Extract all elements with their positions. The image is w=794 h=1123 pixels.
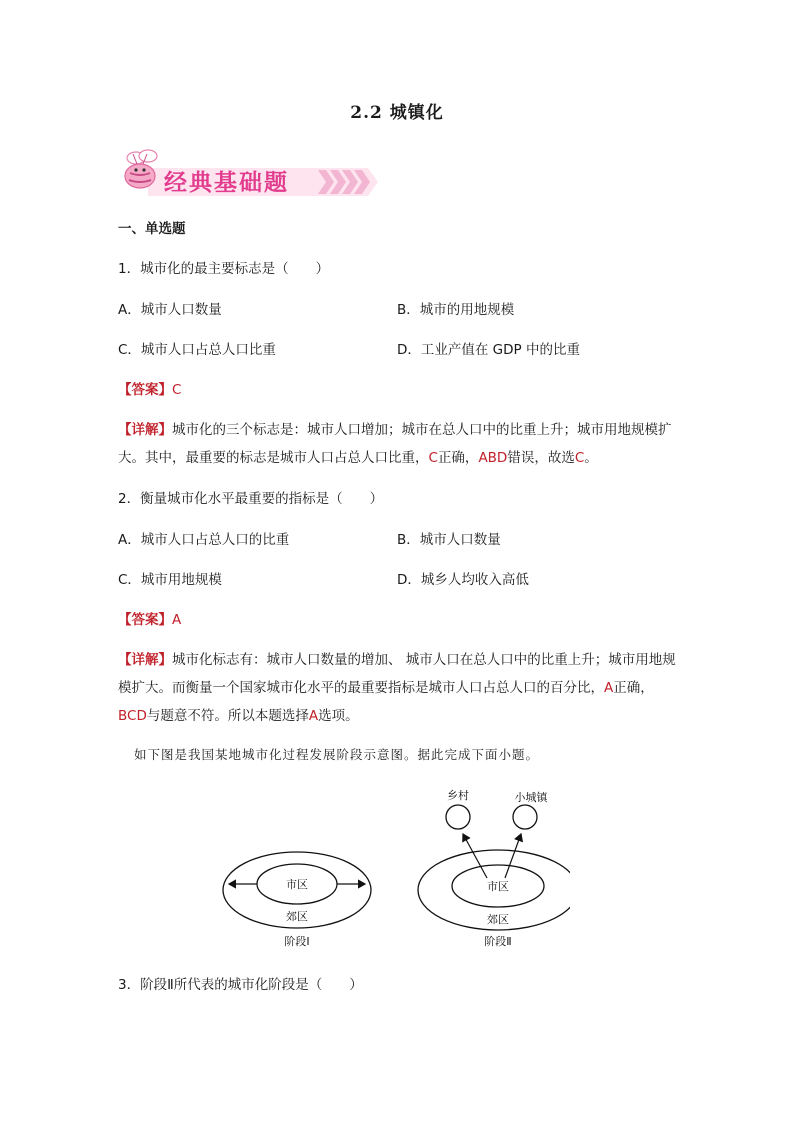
question-1-option-c: C．城市人口占总人口比重 [118,342,276,358]
explain-text: 与题意不符。所以本题选择 [146,708,309,724]
answer-label: 【答案】 [118,612,172,628]
explain-label: 【详解】 [118,652,172,668]
question-1-stem: 1．城市化的最主要标志是（ ） [118,261,330,277]
stage-2-diagram [418,788,570,948]
answer-value: C [172,382,182,398]
town-label: 小城镇 [514,791,548,804]
stage-2-inner-label: 市区 [487,880,509,893]
explain-text: 选项。 [318,708,359,724]
stage-1-caption: 阶段Ⅰ [284,935,310,948]
explain-highlight: C [428,450,438,466]
village-circle [446,805,470,829]
village-label: 乡村 [447,789,469,802]
town-circle [513,805,537,829]
explain-highlight: ABD [478,450,508,466]
explain-text: 城市化的三个标志是：城市人口增加；城市在总人口中的比重上升；城市用地规模扩大。其中，最重要的标志是城市人口占总人口比重， [118,422,672,466]
question-1-option-a: A．城市人口数量 [118,302,222,318]
urbanization-stage-diagram [215,782,570,957]
stage-1-diagram [223,852,371,948]
question-2-option-a: A．城市人口占总人口的比重 [118,532,290,548]
question-2-answer [118,611,181,629]
answer-value: A [172,612,182,628]
question-2-option-d: D．城乡人均收入高低 [397,572,529,588]
stage-1-outer-label: 郊区 [286,910,308,923]
explain-text: 正确， [437,450,479,466]
question-1-answer [118,381,181,399]
stage-1-inner-label: 市区 [286,878,308,891]
question-2-stem: 2．衡量城市化水平最重要的指标是（ ） [118,491,384,507]
question-2-option-b: B．城市人口数量 [397,532,501,548]
stage-2-caption: 阶段Ⅱ [484,935,512,948]
stage-2-outer-label: 郊区 [487,913,509,926]
arrow-to-town-icon [505,834,521,878]
bee-mascot-icon [125,150,157,188]
question-1-option-b: B．城市的用地规模 [397,302,515,318]
answer-label: 【答案】 [118,382,172,398]
question-1-option-d: D．工业产值在 GDP 中的比重 [397,342,580,358]
page-title: 2.2 城镇化 [350,103,444,123]
explain-text: 正确， [613,680,654,696]
explain-highlight: A [604,680,614,696]
question-3-stem: 3．阶段Ⅱ所代表的城市化阶段是（ ） [118,977,363,993]
explain-label: 【详解】 [118,422,172,438]
question-2-explanation [118,646,678,730]
banner-title: 经典基础题 [164,170,289,196]
explain-text: 。 [584,450,598,466]
question-2-option-c: C．城市用地规模 [118,572,222,588]
explain-highlight: BCD [118,708,147,724]
explain-highlight: C [574,450,585,466]
arrow-to-village-icon [463,834,487,878]
explain-highlight: A [308,708,319,724]
explain-text: 城市化标志有：城市人口数量的增加、 城市人口在总人口中的比重上升；城市用地规模扩大。而衡量一个国家城市化水平的最重要指标是城市人口占总人口的百分比， [118,652,676,696]
question-1-explanation [118,416,678,472]
figure-intro: 如下图是我国某地城市化过程发展阶段示意图。据此完成下面小题。 [134,747,540,762]
explain-text: 错误，故选 [507,450,575,466]
section-heading: 一、单选题 [118,221,186,237]
